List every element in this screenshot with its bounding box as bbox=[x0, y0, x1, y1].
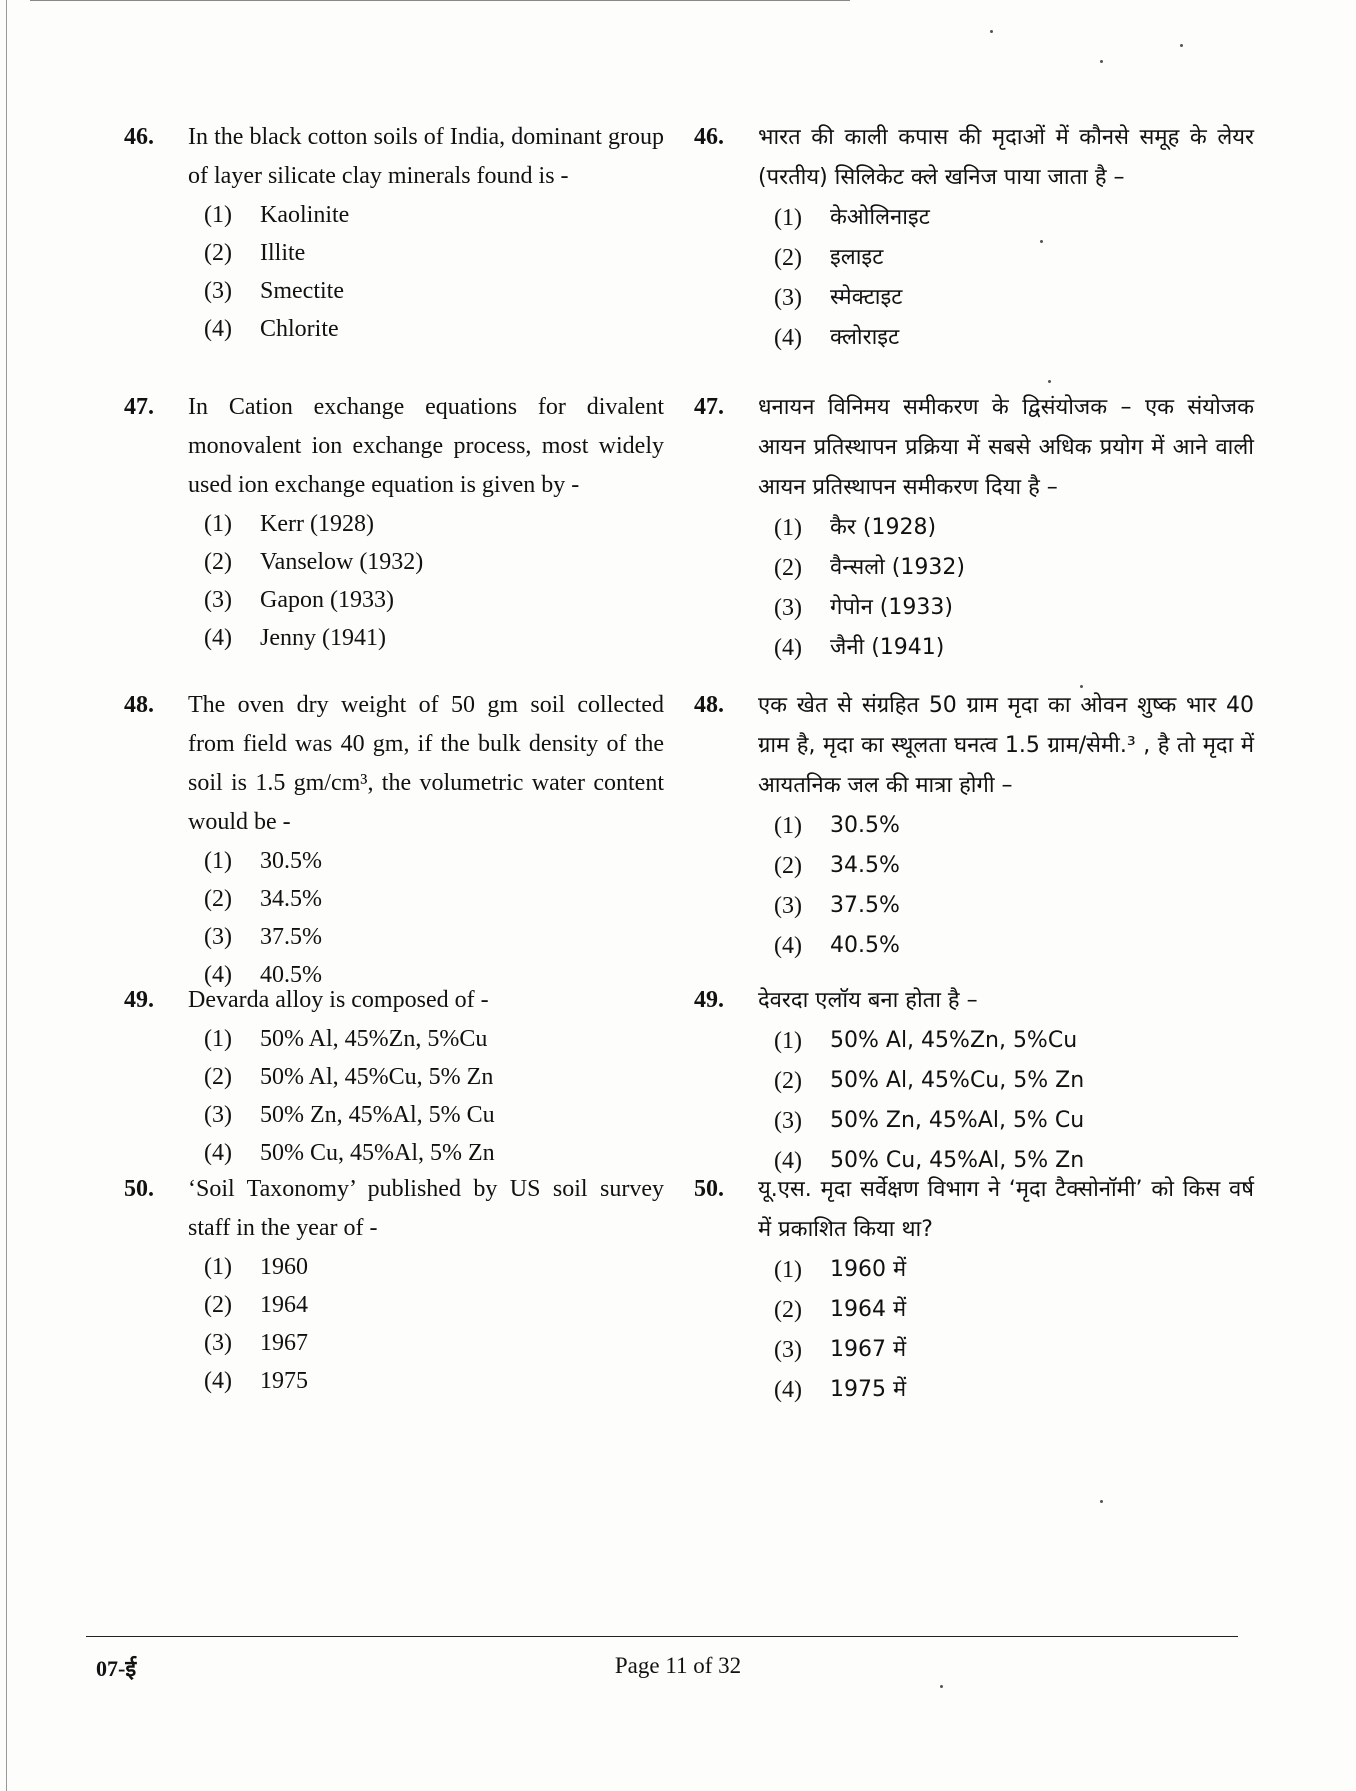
option-3 bbox=[774, 278, 1254, 318]
option-number: (3) bbox=[204, 1102, 232, 1128]
option-text: Kerr (1928) bbox=[260, 511, 374, 537]
page-number: Page 11 of 32 bbox=[614, 1653, 742, 1678]
option-3 bbox=[774, 1330, 1254, 1370]
scan-speck bbox=[1040, 240, 1043, 243]
option-1 bbox=[204, 1248, 664, 1286]
option-number: (4) bbox=[204, 1140, 232, 1166]
option-number: (4) bbox=[204, 1368, 232, 1394]
question-text: In the black cotton soils of India, dominant group of layer silicate clay minerals found is - bbox=[188, 124, 664, 189]
option-2 bbox=[774, 846, 1254, 886]
option-text: Illite bbox=[260, 240, 306, 266]
question-46 bbox=[124, 118, 664, 348]
option-number: (1) bbox=[774, 515, 802, 541]
option-1 bbox=[774, 508, 1254, 548]
option-text: वैन्सलो (1932) bbox=[830, 555, 965, 580]
option-4 bbox=[204, 619, 664, 657]
option-text: 1964 में bbox=[830, 1297, 907, 1322]
option-text: 50% Zn, 45%Al, 5% Cu bbox=[260, 1102, 495, 1128]
option-3 bbox=[774, 1101, 1254, 1141]
question-48 bbox=[124, 686, 664, 994]
option-2 bbox=[204, 543, 664, 581]
option-number: (2) bbox=[774, 245, 802, 271]
option-text: 1967 bbox=[260, 1330, 308, 1356]
option-text: Chlorite bbox=[260, 316, 339, 342]
question-number: 46. bbox=[124, 124, 154, 150]
paper-code: 07-ई bbox=[96, 1656, 137, 1681]
option-text: Vanselow (1932) bbox=[260, 549, 424, 575]
option-4 bbox=[774, 628, 1254, 668]
option-number: (1) bbox=[204, 202, 232, 228]
question-text: भारत की काली कपास की मृदाओं में कौनसे समूह के लेयर (परतीय) सिलिकेट क्ले खनिज पाया जाता है – bbox=[758, 125, 1254, 190]
page-edge bbox=[6, 0, 7, 1791]
option-text: 1960 में bbox=[830, 1257, 907, 1282]
option-text: 50% Al, 45%Cu, 5% Zn bbox=[830, 1068, 1085, 1093]
option-text: गेपोन (1933) bbox=[830, 595, 953, 620]
option-2 bbox=[774, 238, 1254, 278]
question-50 bbox=[694, 1170, 1254, 1410]
option-text: क्लोराइट bbox=[830, 325, 900, 350]
scan-speck bbox=[1100, 60, 1103, 63]
option-text: 30.5% bbox=[830, 813, 900, 838]
option-number: (2) bbox=[774, 853, 802, 879]
question-number: 47. bbox=[694, 394, 724, 420]
option-number: (4) bbox=[774, 325, 802, 351]
option-4 bbox=[774, 1370, 1254, 1410]
top-rule bbox=[30, 0, 850, 1]
option-1 bbox=[774, 1250, 1254, 1290]
option-text: 30.5% bbox=[260, 848, 322, 874]
question-text: Devarda alloy is composed of - bbox=[188, 987, 489, 1013]
option-number: (1) bbox=[774, 813, 802, 839]
option-4 bbox=[774, 926, 1254, 966]
question-text: The oven dry weight of 50 gm soil collected from field was 40 gm, if the bulk density of the soil is 1.5 gm/cm³, the volumetric water content would be - bbox=[188, 692, 664, 835]
option-number: (3) bbox=[774, 1108, 802, 1134]
option-2 bbox=[204, 1058, 664, 1096]
option-2 bbox=[204, 234, 664, 272]
question-49 bbox=[124, 981, 664, 1172]
scan-speck bbox=[1048, 380, 1051, 383]
option-text: 40.5% bbox=[260, 962, 322, 988]
question-text: In Cation exchange equations for divalent monovalent ion exchange process, most widely used ion exchange equation is given by - bbox=[188, 394, 664, 498]
option-1 bbox=[774, 1021, 1254, 1061]
option-number: (4) bbox=[204, 316, 232, 342]
option-number: (3) bbox=[774, 893, 802, 919]
option-text: 37.5% bbox=[260, 924, 322, 950]
option-text: Smectite bbox=[260, 278, 344, 304]
question-47 bbox=[124, 388, 664, 657]
option-text: 50% Zn, 45%Al, 5% Cu bbox=[830, 1108, 1085, 1133]
option-text: Gapon (1933) bbox=[260, 587, 394, 613]
question-49 bbox=[694, 981, 1254, 1181]
option-3 bbox=[204, 272, 664, 310]
option-number: (3) bbox=[774, 1337, 802, 1363]
option-number: (4) bbox=[774, 933, 802, 959]
question-text: यू.एस. मृदा सर्वेक्षण विभाग ने ‘मृदा टैक्सोनॉमी’ को किस वर्ष में प्रकाशित किया था? bbox=[758, 1177, 1254, 1242]
option-text: 34.5% bbox=[830, 853, 900, 878]
option-text: जैनी (1941) bbox=[830, 635, 945, 660]
option-2 bbox=[204, 880, 664, 918]
option-4 bbox=[204, 310, 664, 348]
question-47 bbox=[694, 388, 1254, 668]
option-number: (2) bbox=[204, 549, 232, 575]
option-text: 1975 bbox=[260, 1368, 308, 1394]
option-4 bbox=[774, 318, 1254, 358]
option-text: 50% Al, 45%Cu, 5% Zn bbox=[260, 1064, 494, 1090]
option-text: केओलिनाइट bbox=[830, 205, 930, 230]
question-number: 47. bbox=[124, 394, 154, 420]
option-1 bbox=[204, 505, 664, 543]
question-number: 48. bbox=[124, 692, 154, 718]
question-text: ‘Soil Taxonomy’ published by US soil survey staff in the year of - bbox=[188, 1176, 664, 1241]
option-text: कैर (1928) bbox=[830, 515, 937, 540]
question-48 bbox=[694, 686, 1254, 966]
scan-speck bbox=[1080, 685, 1083, 688]
option-text: Jenny (1941) bbox=[260, 625, 386, 651]
option-number: (1) bbox=[774, 205, 802, 231]
option-number: (1) bbox=[774, 1028, 802, 1054]
option-number: (2) bbox=[774, 1068, 802, 1094]
option-1 bbox=[774, 198, 1254, 238]
scan-speck bbox=[990, 30, 993, 33]
option-number: (4) bbox=[774, 1148, 802, 1174]
option-3 bbox=[774, 886, 1254, 926]
question-number: 48. bbox=[694, 692, 724, 718]
option-number: (2) bbox=[774, 555, 802, 581]
option-2 bbox=[774, 1290, 1254, 1330]
question-number: 49. bbox=[124, 987, 154, 1013]
question-text: धनायन विनिमय समीकरण के द्विसंयोजक – एक संयोजक आयन प्रतिस्थापन प्रक्रिया में सबसे अधिक प्रयोग में आने वाली आयन प्रतिस्थापन समीकरण दिया है – bbox=[758, 395, 1254, 500]
footer-rule bbox=[86, 1636, 1238, 1637]
option-3 bbox=[204, 918, 664, 956]
option-2 bbox=[774, 548, 1254, 588]
question-text: देवरदा एलॉय बना होता है – bbox=[758, 988, 978, 1013]
option-text: इलाइट bbox=[830, 245, 884, 270]
question-number: 50. bbox=[694, 1176, 724, 1202]
option-number: (4) bbox=[204, 962, 232, 988]
option-text: 40.5% bbox=[830, 933, 900, 958]
option-text: 50% Al, 45%Zn, 5%Cu bbox=[260, 1026, 488, 1052]
option-number: (4) bbox=[774, 1377, 802, 1403]
option-3 bbox=[774, 588, 1254, 628]
option-number: (1) bbox=[204, 511, 232, 537]
option-number: (3) bbox=[204, 587, 232, 613]
option-1 bbox=[204, 196, 664, 234]
option-number: (2) bbox=[204, 1292, 232, 1318]
option-text: 1964 bbox=[260, 1292, 308, 1318]
option-number: (3) bbox=[204, 924, 232, 950]
option-number: (2) bbox=[774, 1297, 802, 1323]
question-46 bbox=[694, 118, 1254, 358]
option-number: (4) bbox=[774, 635, 802, 661]
option-number: (3) bbox=[204, 1330, 232, 1356]
option-1 bbox=[204, 842, 664, 880]
option-number: (2) bbox=[204, 886, 232, 912]
option-text: 50% Cu, 45%Al, 5% Zn bbox=[260, 1140, 495, 1166]
option-number: (1) bbox=[204, 848, 232, 874]
option-3 bbox=[204, 1324, 664, 1362]
option-text: 1975 में bbox=[830, 1377, 907, 1402]
option-number: (1) bbox=[204, 1254, 232, 1280]
option-number: (4) bbox=[204, 625, 232, 651]
option-text: 34.5% bbox=[260, 886, 322, 912]
scan-speck bbox=[940, 1685, 943, 1688]
option-text: 50% Al, 45%Zn, 5%Cu bbox=[830, 1028, 1078, 1053]
option-number: (3) bbox=[774, 595, 802, 621]
option-1 bbox=[774, 806, 1254, 846]
option-number: (3) bbox=[774, 285, 802, 311]
question-text: एक खेत से संग्रहित 50 ग्राम मृदा का ओवन शुष्क भार 40 ग्राम है, मृदा का स्थूलता घनत्व 1.5 ग्राम/सेमी.³ , है तो मृदा में आयतनिक जल की मात्रा होगी – bbox=[758, 693, 1254, 798]
option-4 bbox=[204, 1362, 664, 1400]
option-2 bbox=[774, 1061, 1254, 1101]
option-number: (2) bbox=[204, 1064, 232, 1090]
scan-speck bbox=[1180, 44, 1183, 47]
option-text: Kaolinite bbox=[260, 202, 350, 228]
option-text: 1960 bbox=[260, 1254, 308, 1280]
option-number: (2) bbox=[204, 240, 232, 266]
scan-speck bbox=[1100, 1500, 1103, 1503]
option-2 bbox=[204, 1286, 664, 1324]
option-3 bbox=[204, 1096, 664, 1134]
option-3 bbox=[204, 581, 664, 619]
question-number: 50. bbox=[124, 1176, 154, 1202]
option-text: स्मेक्टाइट bbox=[830, 285, 903, 310]
option-text: 50% Cu, 45%Al, 5% Zn bbox=[830, 1148, 1085, 1173]
option-number: (3) bbox=[204, 278, 232, 304]
option-text: 1967 में bbox=[830, 1337, 907, 1362]
option-number: (1) bbox=[774, 1257, 802, 1283]
option-1 bbox=[204, 1020, 664, 1058]
question-50 bbox=[124, 1170, 664, 1400]
option-number: (1) bbox=[204, 1026, 232, 1052]
option-4 bbox=[204, 1134, 664, 1172]
question-number: 46. bbox=[694, 124, 724, 150]
option-text: 37.5% bbox=[830, 893, 900, 918]
question-number: 49. bbox=[694, 987, 724, 1013]
